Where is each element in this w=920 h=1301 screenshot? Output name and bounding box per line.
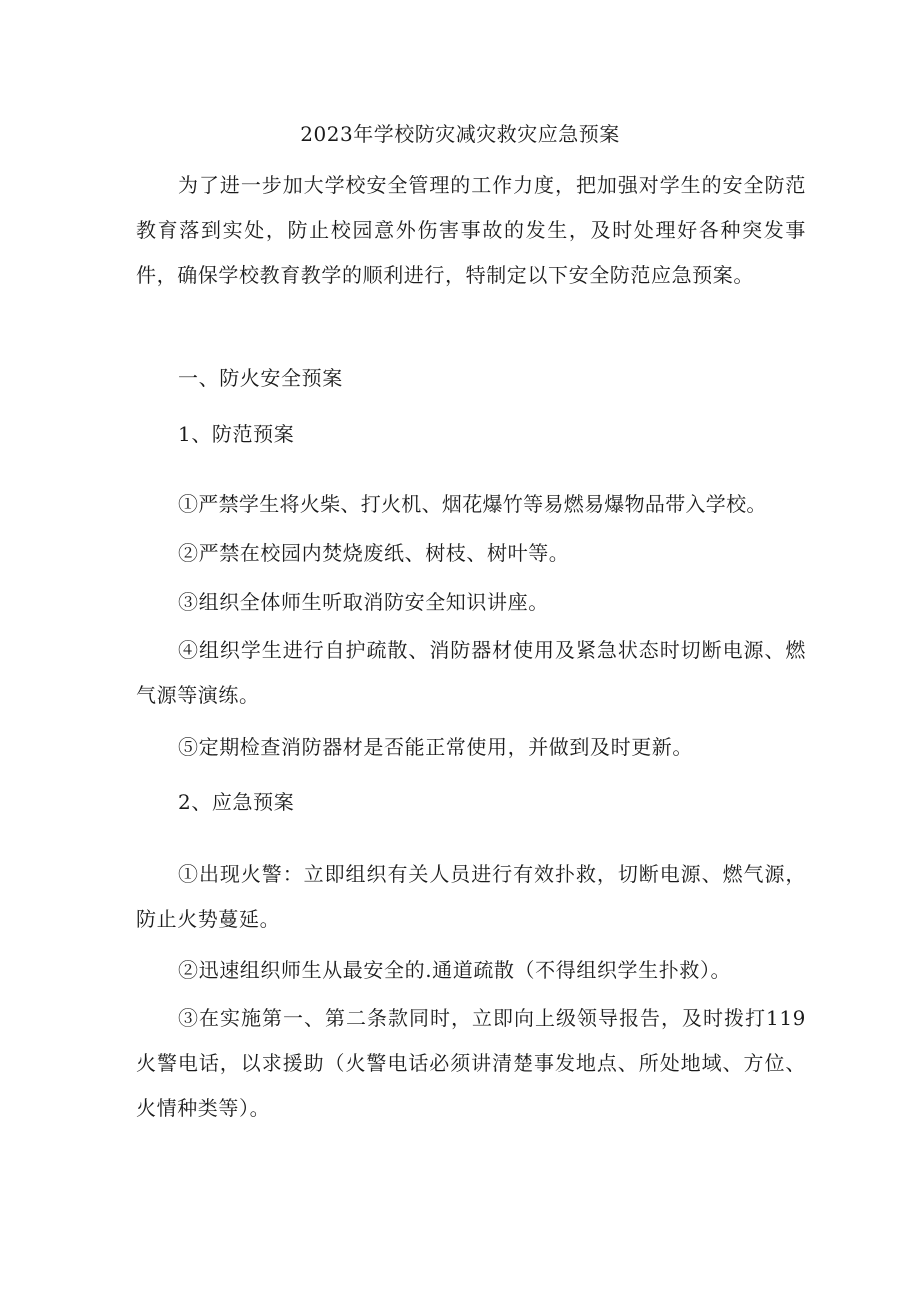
prevention-item-2: ②严禁在校园内焚烧废纸、树枝、树叶等。: [178, 541, 570, 565]
subsection-heading-emergency: 2、应急预案: [178, 790, 295, 814]
prevention-item-4: ④组织学生进行自护疏散、消防器材使用及紧急状态时切断电源、燃气源等演练。: [136, 638, 806, 707]
document-title: 2023年学校防灾减灾救灾应急预案: [300, 122, 620, 146]
emergency-item-3: ③在实施第一、第二条款同时，立即向上级领导报告，及时拨打119火警电话，以求援助（火警电话必须讲清楚事发地点、所处地域、方位、火情种类等）。: [136, 1006, 806, 1120]
subsection-heading-prevention: 1、防范预案: [178, 422, 295, 446]
intro-paragraph: 为了进一步加大学校安全管理的工作力度，把加强对学生的安全防范教育落到实处，防止校园意外伤害事故的发生，及时处理好各种突发事件，确保学校教育教学的顺利进行，特制定以下安全防范应急预案。: [136, 173, 806, 287]
emergency-item-2: ②迅速组织师生从最安全的.通道疏散（不得组织学生扑救）。: [178, 958, 732, 982]
prevention-item-5: ⑤定期检查消防器材是否能正常使用，并做到及时更新。: [178, 735, 693, 759]
prevention-item-3: ③组织全体师生听取消防安全知识讲座。: [178, 590, 549, 614]
prevention-item-1: ①严禁学生将火柴、打火机、烟花爆竹等易燃易爆物品带入学校。: [178, 492, 767, 516]
section-heading-fire-safety: 一、防火安全预案: [178, 366, 343, 390]
emergency-item-1: ①出现火警：立即组织有关人员进行有效扑救，切断电源、燃气源，防止火势蔓延。: [136, 862, 806, 931]
